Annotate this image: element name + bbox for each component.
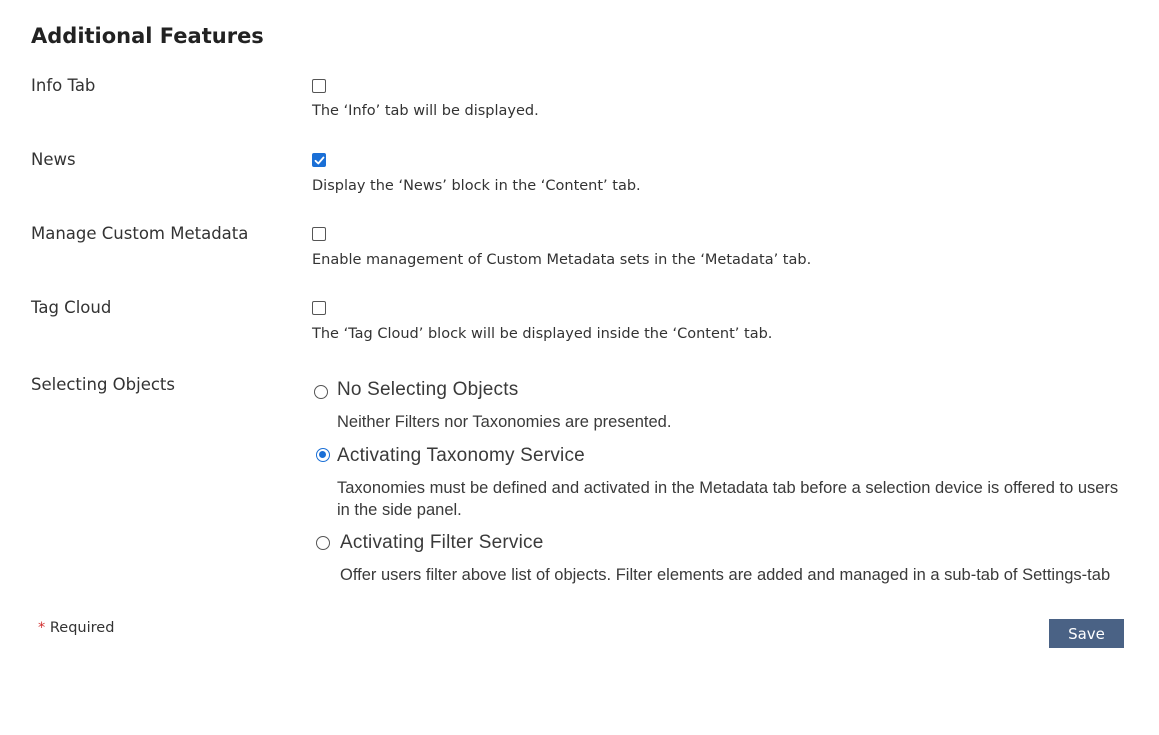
section-title: Additional Features: [31, 24, 264, 48]
required-star: *: [38, 620, 46, 636]
save-button[interactable]: Save: [1049, 619, 1124, 648]
no-selecting-objects-title[interactable]: No Selecting Objects: [337, 379, 519, 400]
info-tab-label: Info Tab: [31, 76, 96, 95]
required-label: Required: [49, 620, 115, 636]
tag-cloud-checkbox[interactable]: [312, 301, 326, 315]
activating-filter-service-radio[interactable]: [316, 536, 330, 550]
activating-taxonomy-service-radio[interactable]: [316, 448, 330, 462]
manage-custom-metadata-checkbox[interactable]: [312, 227, 326, 241]
news-checkbox[interactable]: [312, 153, 326, 167]
activating-filter-service-description: Offer users filter above list of objects. Filter elements are added and managed in a sub-tab of Settings-tab: [340, 566, 1111, 584]
info-tab-description: The ‘Info’ tab will be displayed.: [312, 103, 539, 119]
activating-taxonomy-service-title[interactable]: Activating Taxonomy Service: [337, 445, 585, 466]
activating-taxonomy-service-description: Taxonomies must be defined and activated in the Metadata tab before a selection device is offered to users in the side panel.: [337, 479, 1119, 519]
checkmark-icon: [314, 155, 325, 166]
info-tab-checkbox[interactable]: [312, 79, 326, 93]
tag-cloud-description: The ‘Tag Cloud’ block will be displayed inside the ‘Content’ tab.: [312, 326, 773, 342]
selecting-objects-label: Selecting Objects: [31, 375, 175, 394]
tag-cloud-label: Tag Cloud: [31, 298, 112, 317]
news-description: Display the ‘News’ block in the ‘Content’ tab.: [312, 178, 641, 194]
manage-custom-metadata-description: Enable management of Custom Metadata sets in the ‘Metadata’ tab.: [312, 252, 812, 268]
no-selecting-objects-radio[interactable]: [314, 385, 328, 399]
no-selecting-objects-description: Neither Filters nor Taxonomies are presented.: [337, 413, 672, 431]
news-label: News: [31, 150, 76, 169]
manage-custom-metadata-label: Manage Custom Metadata: [31, 224, 249, 243]
required-note: [38, 620, 114, 636]
activating-filter-service-title[interactable]: Activating Filter Service: [340, 532, 544, 553]
